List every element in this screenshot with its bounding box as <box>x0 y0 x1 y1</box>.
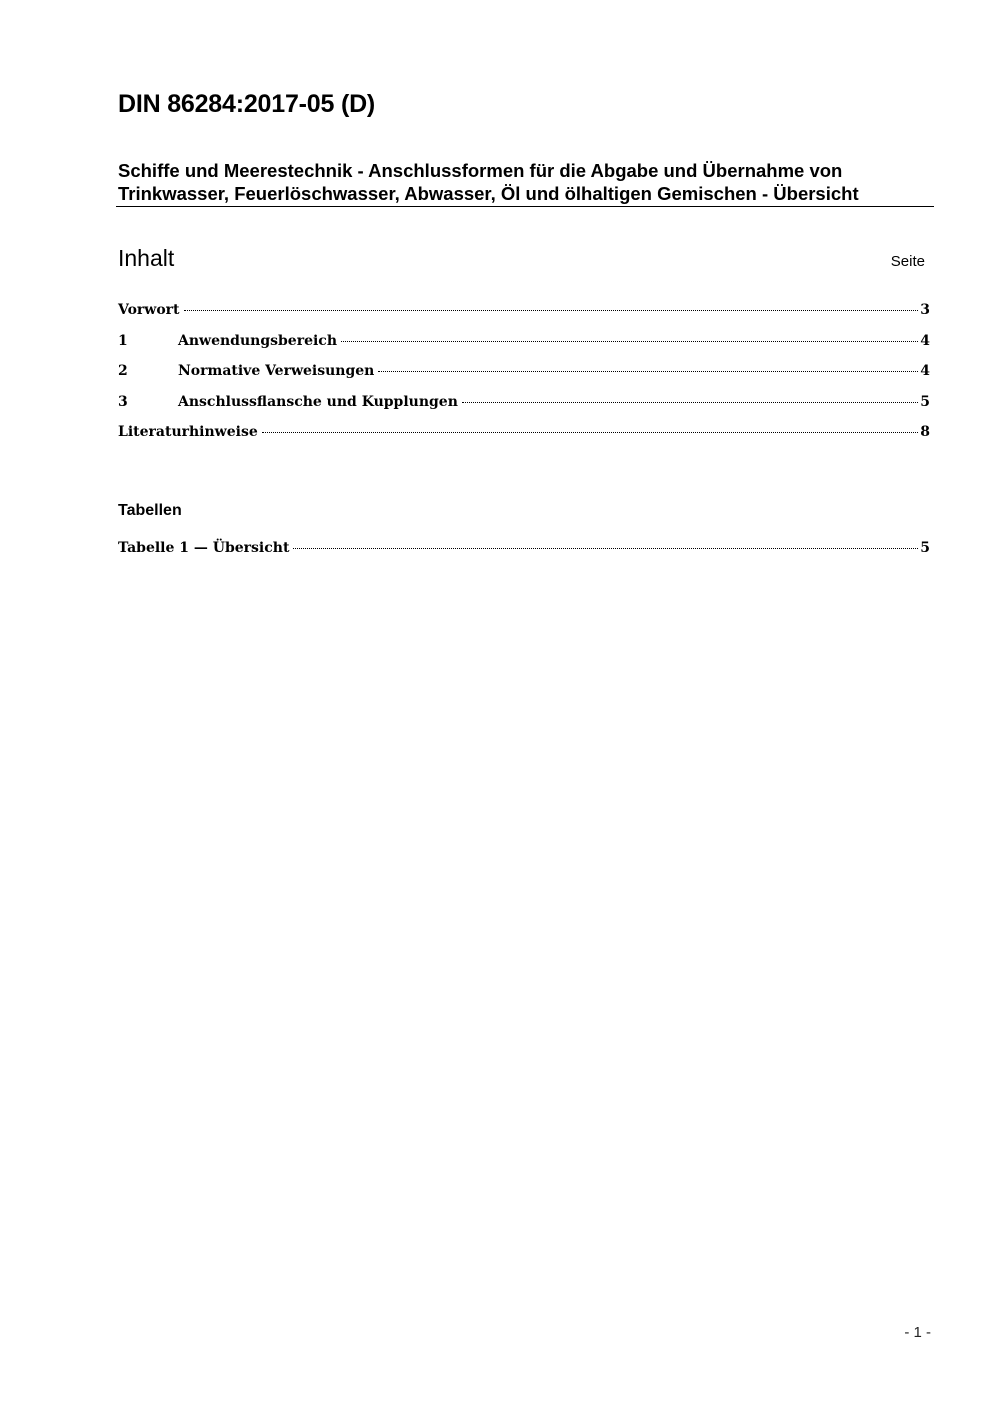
toc-leader-dots <box>462 402 918 403</box>
toc-leader-dots <box>378 371 918 372</box>
toc-entry-page: 4 <box>920 332 930 349</box>
toc-entry-page: 8 <box>920 424 930 440</box>
toc-entry-page: 3 <box>920 302 930 318</box>
toc-leader-dots <box>262 432 919 433</box>
toc-entry-vorwort[interactable] <box>118 302 930 333</box>
toc-leader-dots <box>341 341 918 342</box>
toc-heading: Inhalt <box>118 245 175 271</box>
toc-entry-text: Normative Verweisungen <box>178 363 375 379</box>
toc-page-column-label: Seite <box>890 253 925 270</box>
document-id: DIN 86284:2017-05 (D) <box>118 90 376 118</box>
list-of-tables <box>118 540 930 571</box>
toc-entry-text: Anschlussflansche und Kupplungen <box>178 393 458 410</box>
toc-entry-number: 3 <box>118 393 128 410</box>
toc-entry-number: 2 <box>118 363 128 379</box>
toc-entry-text: Tabelle 1 — Übersicht <box>118 540 290 556</box>
toc-entry-text: Literaturhinweise <box>118 424 258 440</box>
page-number-footer: - 1 - <box>904 1324 931 1341</box>
toc-entry-number: 1 <box>118 332 128 349</box>
toc-leader-dots <box>184 310 919 311</box>
toc-leader-dots <box>293 548 918 549</box>
toc-entry-anschlussflansche[interactable] <box>118 394 930 425</box>
toc-entry-tabelle-1[interactable] <box>118 540 930 571</box>
toc-entry-literaturhinweise[interactable] <box>118 424 930 455</box>
toc-entry-text: Anwendungsbereich <box>178 332 337 349</box>
toc-entry-page: 4 <box>920 363 930 379</box>
toc-entry-page: 5 <box>920 540 930 556</box>
tables-section-label: Tabellen <box>118 502 182 519</box>
toc-entry-normative-verweisungen[interactable] <box>118 363 930 394</box>
document-title: Schiffe und Meerestechnik - Anschlussformen für die Abgabe und Übernahme von Trinkwasser, Feuerlöschwasser, Abwasser, Öl und ölhaltigen Gemischen - Übersicht <box>118 160 859 204</box>
toc-entry-page: 5 <box>920 393 930 410</box>
table-of-contents <box>118 302 930 455</box>
toc-entry-anwendungsbereich[interactable] <box>118 333 930 364</box>
title-divider <box>116 206 934 207</box>
toc-entry-text: Vorwort <box>118 302 180 318</box>
